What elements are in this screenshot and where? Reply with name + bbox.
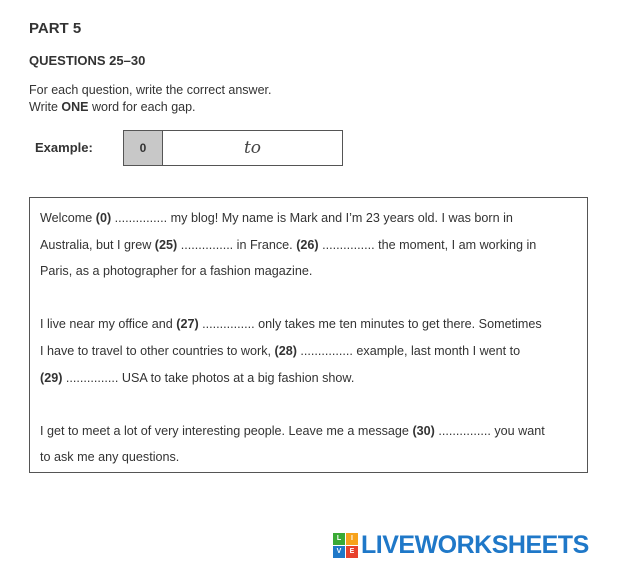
example-box <box>123 130 343 166</box>
gap-number-30[interactable]: (30) <box>412 423 435 438</box>
instruction-line-2: Write ONE word for each gap. <box>29 100 196 114</box>
example-number: 0 <box>124 131 163 165</box>
logo-square-i: I <box>346 533 358 545</box>
gap-fill-text <box>29 197 588 473</box>
liveworksheets-logo <box>333 531 589 559</box>
text-line-7: I get to meet a lot of very interesting people. Leave me a message (30) ............... you want <box>40 423 545 438</box>
text-line-5: I have to travel to other countries to work, (28) ............... example, last month I went to <box>40 343 521 358</box>
text-line-4: I live near my office and (27) ............... only takes me ten minutes to get there. Sometimes <box>40 317 542 332</box>
gap-number-29[interactable]: (29) <box>40 370 63 385</box>
logo-square-e: E <box>346 546 358 558</box>
instruction-line-1: For each question, write the correct answer. <box>29 83 272 97</box>
text-line-3: Paris, as a photographer for a fashion magazine. <box>40 264 313 279</box>
instruction-emphasis: ONE <box>61 100 89 114</box>
part-title: PART 5 <box>29 20 82 37</box>
gap-number-25[interactable]: (25) <box>154 237 178 252</box>
gap-number-27[interactable]: (27) <box>176 317 199 332</box>
logo-square-l: L <box>333 533 345 545</box>
gap-number-0: (0) <box>95 211 112 225</box>
text-line-2: Australia, but I grew (25) ............... in France. (26) ............... the moment, I am working in <box>40 237 537 252</box>
gap-number-26[interactable]: (26) <box>296 237 319 252</box>
questions-title: QUESTIONS 25–30 <box>29 53 146 68</box>
logo-squares-icon <box>333 533 358 558</box>
example-answer: to <box>243 138 262 158</box>
gap-number-28[interactable]: (28) <box>274 343 297 358</box>
text-line-8: to ask me any questions. <box>40 450 180 465</box>
logo-text: LIVEWORKSHEETS <box>361 530 589 559</box>
logo-square-v: V <box>333 546 345 558</box>
text-line-6: (29) ............... USA to take photos at a big fashion show. <box>40 370 355 385</box>
example-label: Example: <box>35 140 93 155</box>
text-line-1: Welcome (0) ............... my blog! My name is Mark and I’m 23 years old. I was born in <box>40 211 513 225</box>
